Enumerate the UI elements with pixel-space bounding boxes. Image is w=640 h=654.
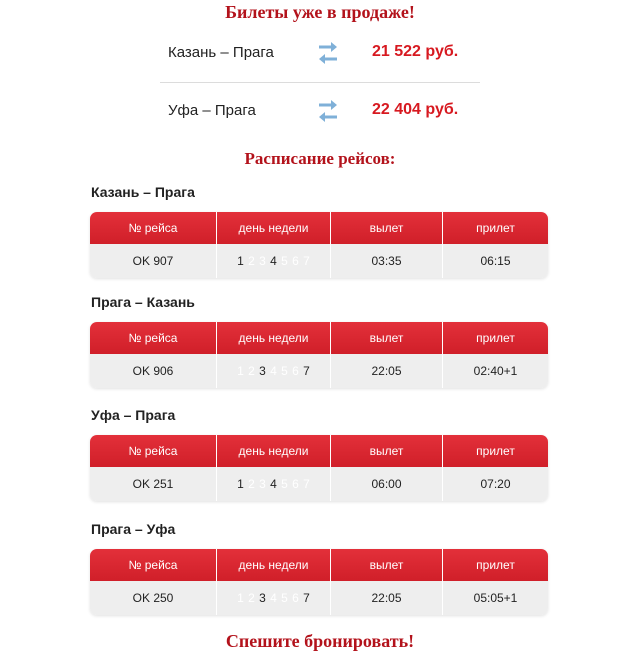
weekday-3: 3 (259, 364, 266, 378)
column-header-flight: № рейса (128, 558, 178, 572)
departure-time: 22:05 (330, 354, 442, 388)
schedule-table (90, 549, 548, 615)
table-row (90, 354, 548, 388)
column-header-arrival: прилет (442, 212, 548, 244)
price-value: 22 404 руб. (372, 101, 459, 118)
column-header-departure: вылет (330, 549, 442, 581)
weekday-2: 2 (248, 591, 255, 605)
schedule-title: Прага – Казань (91, 294, 195, 310)
weekday-4: 4 (270, 477, 277, 491)
column-header-flight: № рейса (128, 444, 178, 458)
route-label: Уфа – Прага (168, 102, 256, 119)
departure-time: 03:35 (330, 244, 442, 278)
route-label: Казань – Прага (168, 44, 274, 61)
schedule-title: Уфа – Прага (91, 407, 176, 423)
weekday-3: 3 (259, 254, 266, 268)
column-header-flight: № рейса (128, 221, 178, 235)
column-header-departure: вылет (330, 435, 442, 467)
weekdays (216, 581, 330, 615)
column-header-departure: вылет (330, 322, 442, 354)
weekdays (216, 354, 330, 388)
price-value: 21 522 руб. (372, 43, 459, 60)
weekday-3: 3 (259, 591, 266, 605)
table-header-row (90, 549, 548, 581)
headline-tickets-on-sale: Билеты уже в продаже! (225, 2, 415, 22)
table-row (90, 244, 548, 278)
schedule-title: Казань – Прага (91, 184, 195, 200)
weekday-1: 1 (237, 254, 244, 268)
column-header-days: день недели (216, 435, 330, 467)
weekday-4: 4 (270, 364, 277, 378)
weekday-3: 3 (259, 477, 266, 491)
flight-number: OK 251 (132, 477, 174, 491)
departure-time: 06:00 (330, 467, 442, 501)
table-header-row (90, 435, 548, 467)
column-header-days: день недели (216, 549, 330, 581)
weekdays (216, 244, 330, 278)
column-header-arrival: прилет (442, 435, 548, 467)
weekday-7: 7 (303, 254, 310, 268)
weekday-6: 6 (292, 254, 299, 268)
column-header-arrival: прилет (442, 549, 548, 581)
swap-arrows-icon (316, 96, 340, 126)
schedule-table (90, 435, 548, 501)
call-to-action-headline: Спешите бронировать! (225, 631, 415, 651)
weekday-6: 6 (292, 591, 299, 605)
flight-number: OK 250 (132, 591, 174, 605)
departure-time: 22:05 (330, 581, 442, 615)
flight-number: OK 907 (132, 254, 174, 268)
weekday-5: 5 (281, 254, 288, 268)
table-row (90, 467, 548, 501)
weekday-4: 4 (270, 591, 277, 605)
weekday-1: 1 (237, 364, 244, 378)
table-header-row (90, 322, 548, 354)
price-divider (160, 82, 480, 83)
schedule-title: Прага – Уфа (91, 521, 176, 537)
weekday-1: 1 (237, 477, 244, 491)
weekday-5: 5 (281, 477, 288, 491)
arrival-time: 02:40+1 (442, 354, 548, 388)
weekday-6: 6 (292, 364, 299, 378)
weekday-2: 2 (248, 364, 255, 378)
weekday-2: 2 (248, 254, 255, 268)
schedule-heading: Расписание рейсов: (244, 149, 396, 168)
column-header-arrival: прилет (442, 322, 548, 354)
price-row-kazan-prague (160, 28, 480, 78)
weekday-5: 5 (281, 364, 288, 378)
weekday-5: 5 (281, 591, 288, 605)
weekday-2: 2 (248, 477, 255, 491)
table-header-row (90, 212, 548, 244)
price-row-ufa-prague (160, 86, 480, 136)
weekday-7: 7 (303, 364, 310, 378)
column-header-days: день недели (216, 212, 330, 244)
arrival-time: 07:20 (442, 467, 548, 501)
table-row (90, 581, 548, 615)
weekday-7: 7 (303, 591, 310, 605)
column-header-departure: вылет (330, 212, 442, 244)
column-header-days: день недели (216, 322, 330, 354)
weekdays (216, 467, 330, 501)
weekday-1: 1 (237, 591, 244, 605)
arrival-time: 05:05+1 (442, 581, 548, 615)
column-header-flight: № рейса (128, 331, 178, 345)
schedule-table (90, 322, 548, 388)
weekday-7: 7 (303, 477, 310, 491)
flight-number: OK 906 (132, 364, 174, 378)
weekday-4: 4 (270, 254, 277, 268)
weekday-6: 6 (292, 477, 299, 491)
arrival-time: 06:15 (442, 244, 548, 278)
swap-arrows-icon (316, 38, 340, 68)
schedule-table (90, 212, 548, 278)
